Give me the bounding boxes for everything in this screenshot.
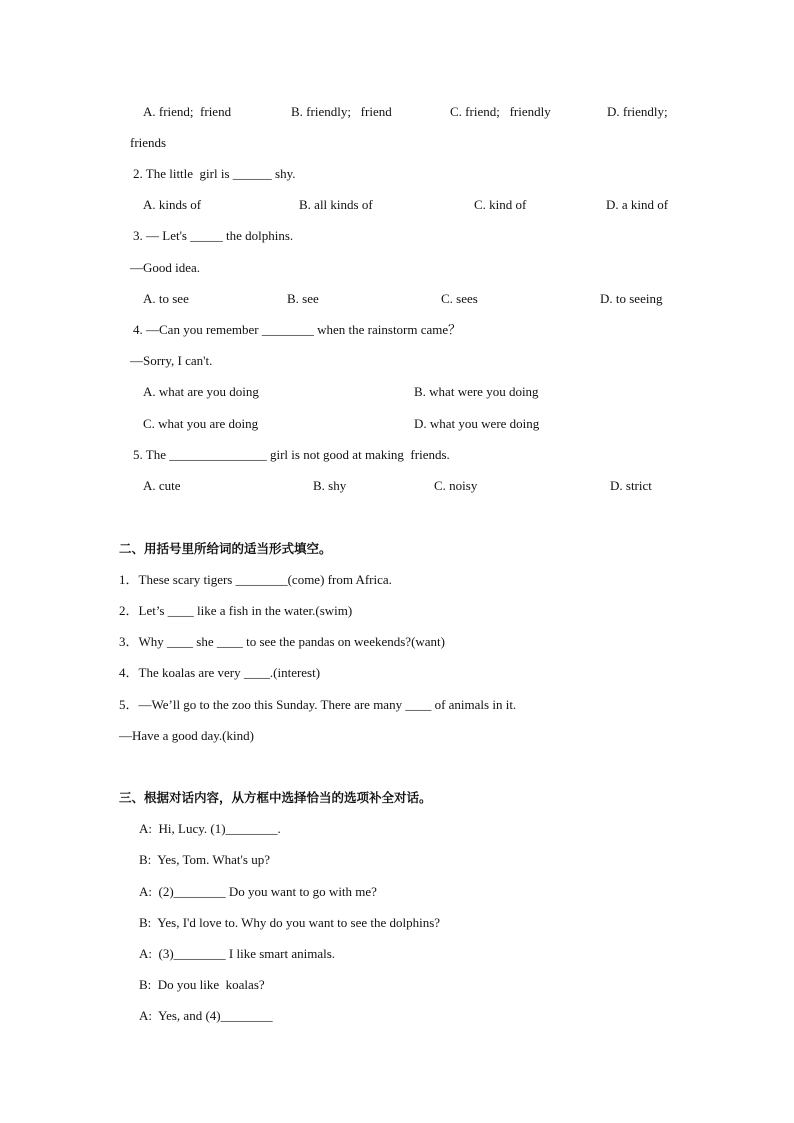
q2-option-c: C. kind of bbox=[474, 197, 527, 212]
dialogue-line-4: B: Yes, I'd love to. Why do you want to see the dolphins? bbox=[139, 915, 441, 930]
q4-option-b: B. what were you doing bbox=[414, 384, 539, 399]
q3-option-c: C. sees bbox=[441, 291, 478, 306]
dialogue-line-6: B: Do you like koalas? bbox=[139, 977, 265, 992]
q2-stem: 2. The little girl is ______ shy. bbox=[133, 166, 296, 181]
dialogue-line-2: B: Yes, Tom. What's up? bbox=[139, 852, 270, 867]
q1-option-d: D. friendly; bbox=[607, 104, 668, 119]
q4-stem: 4. —Can you remember ________ when the rainstorm came？ bbox=[133, 322, 462, 337]
dialogue-line-5: A: (3)________ I like smart animals. bbox=[139, 946, 336, 961]
section2-item-4: 4．The koalas are very ____.(interest) bbox=[119, 665, 321, 680]
q5-stem: 5. The _______________ girl is not good at making friends. bbox=[133, 447, 450, 462]
section2-heading: 二、用括号里所给词的适当形式填空。 bbox=[119, 541, 332, 556]
q3-option-b: B. see bbox=[287, 291, 319, 306]
dialogue-line-3: A: (2)________ Do you want to go with me? bbox=[139, 884, 377, 899]
q4-option-a: A. what are you doing bbox=[143, 384, 259, 399]
q1-option-d-continued: friends bbox=[130, 135, 167, 150]
section3-heading: 三、根据对话内容，从方框中选择恰当的选项补全对话。 bbox=[119, 790, 432, 805]
q2-option-d: D. a kind of bbox=[606, 197, 669, 212]
q1-option-c: C. friend; friendly bbox=[450, 104, 551, 119]
q4-option-c: C. what you are doing bbox=[143, 416, 259, 431]
section2-item-5: 5．—We’ll go to the zoo this Sunday. There are many ____ of animals in it. bbox=[119, 697, 517, 712]
section2-item-5-reply: —Have a good day.(kind) bbox=[119, 728, 254, 743]
section2-item-2: 2．Let’s ____ like a fish in the water.(swim) bbox=[119, 603, 353, 618]
section2-item-3: 3．Why ____ she ____ to see the pandas on weekends?(want) bbox=[119, 634, 445, 649]
q5-option-d: D. strict bbox=[610, 478, 652, 493]
q5-option-a: A. cute bbox=[143, 478, 181, 493]
q1-option-b: B. friendly; friend bbox=[291, 104, 392, 119]
q5-option-b: B. shy bbox=[313, 478, 347, 493]
section2-item-1: 1．These scary tigers ________(come) from Africa. bbox=[119, 572, 392, 587]
q2-option-b: B. all kinds of bbox=[299, 197, 373, 212]
dialogue-line-7: A: Yes, and (4)________ bbox=[139, 1008, 273, 1023]
dialogue-line-1: A: Hi, Lucy. (1)________. bbox=[139, 821, 281, 836]
q4-option-d: D. what you were doing bbox=[414, 416, 540, 431]
q5-option-c: C. noisy bbox=[434, 478, 478, 493]
q3-stem: 3. — Let's _____ the dolphins. bbox=[133, 228, 294, 243]
q3-option-a: A. to see bbox=[143, 291, 189, 306]
q3-reply: —Good idea. bbox=[130, 260, 201, 275]
q3-option-d: D. to seeing bbox=[600, 291, 663, 306]
q4-reply: —Sorry, I can't. bbox=[130, 353, 213, 368]
q1-option-a: A. friend; friend bbox=[143, 104, 232, 119]
q2-option-a: A. kinds of bbox=[143, 197, 202, 212]
